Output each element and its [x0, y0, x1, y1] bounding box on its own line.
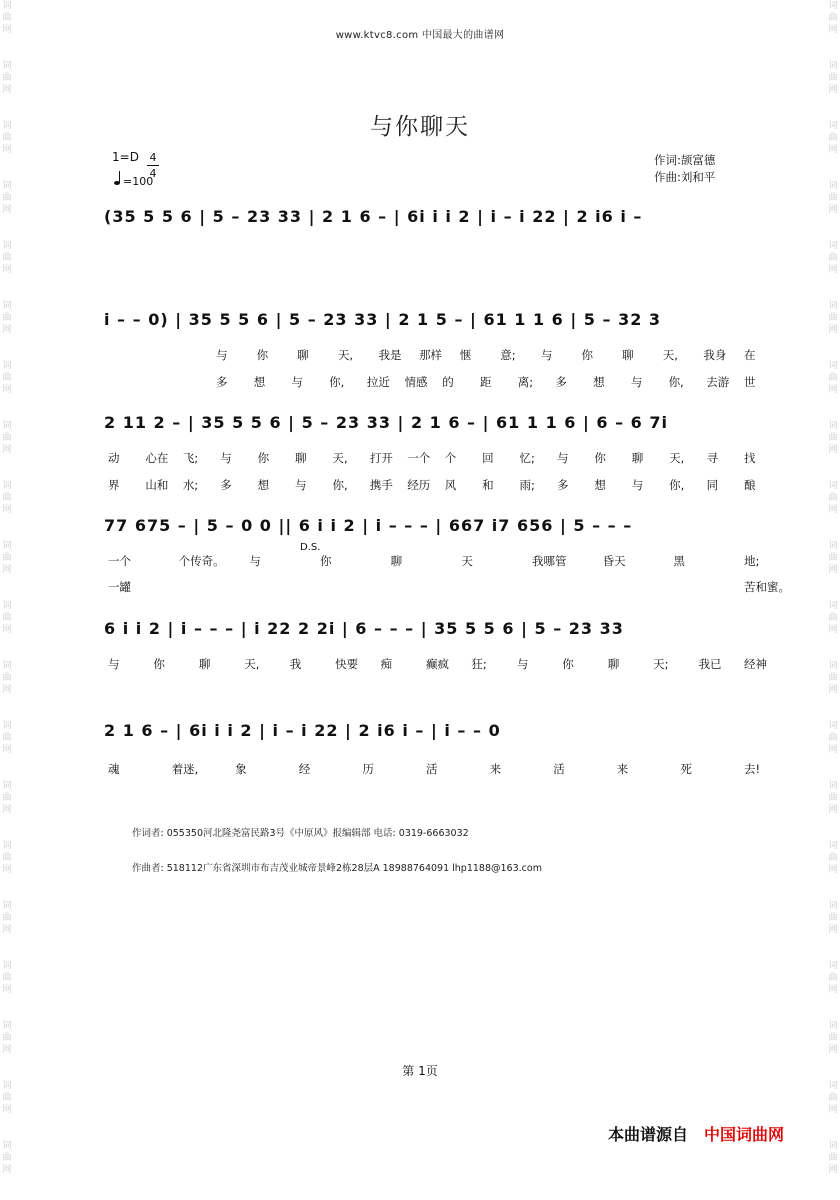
watermark-char: 网: [828, 805, 838, 815]
watermark-char: 网: [2, 865, 12, 875]
watermark-char: 网: [2, 385, 12, 395]
watermark-char: 网: [828, 145, 838, 155]
song-title: 与你聊天: [370, 114, 470, 140]
lyric-syllable: 你,: [669, 478, 685, 492]
lyric-syllable: 想: [253, 375, 266, 389]
lyric-syllable: 你: [256, 348, 269, 362]
watermark-char: 词: [828, 601, 838, 611]
watermark-char: 曲: [2, 313, 12, 323]
watermark-char: 网: [2, 805, 12, 815]
lyric-syllable: 活: [553, 762, 565, 776]
lyric-syllable: 与: [108, 657, 120, 671]
lyric-syllable: 经: [298, 762, 311, 776]
composer-contact: 作曲者: 518112广东省深圳市布吉茂业城帝景峰2栋28层A 18988764091 lhp1188@163.com: [132, 863, 542, 874]
lyric-syllable: 我是: [378, 348, 402, 362]
tempo-marking: [114, 175, 153, 188]
watermark-char: 词: [2, 661, 12, 671]
watermark-group: [0, 660, 14, 720]
lyric-syllable: 你: [562, 657, 574, 671]
lyric-syllable: 回: [482, 451, 494, 465]
lyric-syllable: 与: [295, 478, 307, 492]
watermark-group: [826, 480, 840, 540]
watermark-char: 词: [2, 961, 12, 971]
watermark-char: 曲: [828, 793, 838, 803]
watermark-char: 曲: [828, 193, 838, 203]
lyric-syllable: 与: [540, 348, 553, 362]
lyric-syllable: 象: [235, 762, 247, 776]
watermark-char: 词: [2, 301, 12, 311]
lyric-syllable: 你: [257, 451, 270, 465]
watermark-char: 曲: [2, 1153, 12, 1163]
watermark-char: 网: [2, 925, 12, 935]
watermark-char: 网: [828, 1105, 838, 1115]
watermark-group: [0, 420, 14, 480]
watermark-char: 网: [828, 925, 838, 935]
lyric-syllable: 经历: [407, 478, 431, 492]
watermark-char: 网: [828, 385, 838, 395]
lyric-syllable: 死: [680, 762, 692, 776]
watermark-group: [0, 900, 14, 960]
quarter-note-icon: [114, 181, 120, 185]
lyric-syllable: 与: [630, 375, 643, 389]
watermark-char: 网: [2, 505, 12, 515]
watermark-group: [826, 900, 840, 960]
watermark-group: [826, 840, 840, 900]
watermark-char: 曲: [828, 493, 838, 503]
watermark-group: [0, 360, 14, 420]
watermark-char: 曲: [828, 1033, 838, 1043]
watermark-char: 网: [828, 25, 838, 35]
watermark-char: 网: [2, 1045, 12, 1055]
lyric-syllable: 个传奇。: [178, 554, 225, 568]
watermark-char: 曲: [828, 973, 838, 983]
watermark-char: 曲: [828, 853, 838, 863]
watermark-char: 网: [828, 85, 838, 95]
lyric-syllable: 去游: [706, 375, 730, 389]
lyric-syllable: 历: [362, 762, 374, 776]
watermark-char: 词: [828, 661, 838, 671]
lyric-syllable: 多: [555, 375, 567, 389]
watermark-group: [826, 240, 840, 300]
lyric-syllable: 我已: [698, 657, 722, 671]
watermark-char: 网: [2, 445, 12, 455]
lyric-syllable: 同: [706, 478, 719, 492]
lyric-syllable: 心在: [145, 451, 169, 465]
watermark-char: 词: [2, 1081, 12, 1091]
left-watermark-strip: [0, 0, 14, 1175]
watermark-group: [0, 1080, 14, 1140]
lyric-syllable: 天;: [653, 657, 669, 671]
watermark-char: 词: [828, 1021, 838, 1031]
watermark-char: 网: [828, 265, 838, 275]
lyric-syllable: 飞;: [182, 451, 199, 465]
watermark-group: [0, 1140, 14, 1200]
score-line-1: [104, 207, 754, 247]
watermark-char: 网: [828, 625, 838, 635]
lyric-syllable: 聊: [198, 657, 211, 671]
watermark-char: 词: [828, 421, 838, 431]
watermark-char: 词: [828, 1, 838, 11]
time-bottom: 4: [147, 165, 159, 181]
watermark-char: 词: [828, 961, 838, 971]
lyric-syllable: 多: [216, 375, 228, 389]
watermark-char: 网: [828, 505, 838, 515]
lyric-syllable: 你: [153, 657, 165, 671]
lyric-syllable: 找: [744, 451, 756, 465]
lyric-syllable: 一个: [108, 554, 131, 568]
watermark-group: [0, 960, 14, 1020]
watermark-group: [0, 180, 14, 240]
watermark-group: [826, 300, 840, 360]
lyric-syllable: 多: [556, 478, 569, 492]
lyric-syllable: 打开: [369, 451, 393, 465]
watermark-group: [826, 420, 840, 480]
lyric-syllable: 一罐: [108, 580, 131, 594]
watermark-char: 网: [828, 1165, 838, 1175]
watermark-char: 词: [828, 301, 838, 311]
watermark-group: [826, 600, 840, 660]
watermark-char: 曲: [828, 553, 838, 563]
lyric-syllable: 我身: [703, 348, 727, 362]
watermark-group: [826, 540, 840, 600]
watermark-char: 网: [2, 685, 12, 695]
watermark-char: 曲: [828, 73, 838, 83]
watermark-char: 网: [828, 445, 838, 455]
lyric-syllable: 你,: [668, 375, 684, 389]
watermark-char: 词: [828, 361, 838, 371]
watermark-group: [826, 180, 840, 240]
watermark-group: [0, 720, 14, 780]
lyric-syllable: 来: [616, 762, 629, 776]
lyric-syllable: 与: [291, 375, 303, 389]
watermark-char: 词: [828, 901, 838, 911]
watermark-char: 曲: [828, 913, 838, 923]
watermark-char: 网: [828, 205, 838, 215]
lyric-syllable: 我哪管: [532, 554, 567, 568]
watermark-char: 词: [2, 421, 12, 431]
time-top: 4: [149, 151, 157, 164]
watermark-char: 词: [828, 481, 838, 491]
watermark-char: 词: [828, 121, 838, 131]
watermark-char: 曲: [828, 313, 838, 323]
lyric-syllable: 想: [257, 478, 270, 492]
watermark-char: 网: [828, 745, 838, 755]
watermark-group: [826, 660, 840, 720]
watermark-char: 网: [2, 25, 12, 35]
lyric-syllable: 忆;: [519, 451, 535, 465]
watermark-char: 词: [2, 721, 12, 731]
lyric-syllable: 地;: [744, 554, 760, 568]
watermark-char: 网: [828, 985, 838, 995]
lyric-syllable: 聊: [622, 348, 634, 362]
watermark-char: 曲: [2, 1033, 12, 1043]
watermark-char: 网: [828, 325, 838, 335]
watermark-group: [0, 840, 14, 900]
watermark-char: 词: [828, 541, 838, 551]
watermark-char: 词: [2, 361, 12, 371]
score-line-3: [104, 413, 754, 453]
lyric-syllable: 着迷,: [171, 762, 199, 776]
lyric-syllable: 天,: [669, 451, 685, 465]
lyric-syllable: 狂;: [471, 657, 487, 671]
watermark-char: 曲: [828, 613, 838, 623]
lyric-syllable: 界: [108, 478, 120, 492]
watermark-char: 曲: [828, 733, 838, 743]
watermark-group: [826, 960, 840, 1020]
lyric-syllable: 与: [556, 451, 569, 465]
watermark-char: 词: [828, 781, 838, 791]
right-watermark-strip: [826, 0, 840, 1175]
watermark-group: [826, 1080, 840, 1140]
lyric-syllable: 情感: [404, 375, 428, 389]
score-notes: 6 i i 2 | i – – – | i 22 2 2i | 6 – – – | 35 5 5 6 | 5 – 23 33: [104, 619, 624, 638]
watermark-char: 曲: [828, 373, 838, 383]
lyric-syllable: 天,: [332, 451, 348, 465]
watermark-char: 网: [2, 85, 12, 95]
lyric-syllable: 聊: [631, 451, 644, 465]
score-line-5: [104, 619, 754, 659]
lyric-syllable: 与: [249, 554, 261, 568]
watermark-char: 词: [2, 1021, 12, 1031]
watermark-char: 网: [828, 565, 838, 575]
watermark-char: 曲: [2, 613, 12, 623]
watermark-char: 曲: [828, 13, 838, 23]
lyric-syllable: 痴: [380, 657, 393, 671]
lyric-syllable: 苦和蜜。: [744, 580, 790, 594]
lyric-syllable: 的: [442, 375, 454, 389]
lyric-syllable: 山和: [145, 478, 169, 492]
watermark-char: 曲: [828, 253, 838, 263]
watermark-char: 曲: [828, 133, 838, 143]
score-notes: 2 1 6 – | 6i i i 2 | i – i 22 | 2 i6 i – | i – – 0: [104, 721, 501, 740]
watermark-group: [0, 780, 14, 840]
lyric-syllable: 你: [594, 451, 606, 465]
lyric-syllable: 风: [444, 478, 457, 492]
watermark-group: [826, 360, 840, 420]
watermark-char: 曲: [2, 13, 12, 23]
lyric-syllable: 个: [444, 451, 457, 465]
key-label: 1=D: [112, 150, 139, 164]
watermark-char: 曲: [2, 1093, 12, 1103]
watermark-char: 网: [2, 565, 12, 575]
watermark-char: 网: [2, 1165, 12, 1175]
lyric-syllable: 拉近: [366, 375, 390, 389]
source-site[interactable]: 中国词曲网: [704, 1125, 785, 1144]
watermark-char: 网: [2, 625, 12, 635]
watermark-char: 词: [2, 1141, 12, 1151]
watermark-group: [0, 240, 14, 300]
watermark-group: [826, 780, 840, 840]
lyric-syllable: 癫疯: [426, 657, 449, 671]
lyric-syllable: 与: [516, 657, 529, 671]
lyric-syllable: 经神: [744, 657, 767, 671]
lyric-syllable: 天,: [337, 348, 353, 362]
lyric-syllable: 你: [320, 554, 332, 568]
watermark-group: [0, 540, 14, 600]
watermark-char: 词: [828, 841, 838, 851]
lyric-syllable: 世: [744, 375, 756, 389]
watermark-char: 曲: [2, 913, 12, 923]
score-line-4: [104, 516, 754, 556]
lyric-syllable: 意;: [500, 348, 516, 362]
lyric-syllable: 和: [482, 478, 494, 492]
watermark-char: 曲: [2, 73, 12, 83]
lyricist: 作词:颉富德: [654, 153, 716, 167]
lyric-syllable: 雨;: [519, 478, 535, 492]
score-line-2: [104, 310, 754, 350]
page-number: 第 1页: [402, 1064, 438, 1078]
lyric-syllable: 活: [426, 762, 438, 776]
lyric-syllable: 你: [581, 348, 594, 362]
watermark-char: 曲: [2, 193, 12, 203]
watermark-char: 词: [2, 181, 12, 191]
lyric-syllable: 在: [744, 348, 756, 362]
lyric-syllable: 离;: [517, 375, 534, 389]
lyric-syllable: 想: [594, 478, 606, 492]
watermark-char: 曲: [2, 433, 12, 443]
watermark-group: [826, 1140, 840, 1200]
watermark-char: 曲: [2, 133, 12, 143]
watermark-char: 曲: [828, 673, 838, 683]
lyric-syllable: 水;: [182, 478, 199, 492]
lyric-syllable: 寻: [706, 451, 719, 465]
watermark-char: 曲: [2, 733, 12, 743]
lyricist-contact: 作词者: 055350河北隆尧富民路3号《中原风》报编辑部 电话: 0319-6663032: [132, 828, 469, 839]
lyric-syllable: 来: [489, 762, 502, 776]
watermark-group: [0, 300, 14, 360]
composer: 作曲:刘和平: [654, 170, 716, 184]
lyric-syllable: 天: [461, 554, 473, 568]
watermark-char: 曲: [2, 253, 12, 263]
watermark-char: 网: [2, 325, 12, 335]
watermark-char: 曲: [2, 673, 12, 683]
watermark-char: 曲: [2, 373, 12, 383]
score-notes: i – – 0) | 35 5 5 6 | 5 – 23 33 | 2 1 5 – | 61 1 1 6 | 5 – 32 3: [104, 310, 662, 329]
watermark-char: 词: [2, 481, 12, 491]
watermark-char: 网: [2, 145, 12, 155]
score-notes: (35 5 5 6 | 5 – 23 33 | 2 1 6 – | 6i i i 2 | i – i 22 | 2 i6 i –: [104, 207, 643, 226]
watermark-char: 词: [2, 841, 12, 851]
watermark-char: 词: [828, 181, 838, 191]
watermark-char: 曲: [2, 493, 12, 503]
watermark-char: 词: [2, 901, 12, 911]
lyric-syllable: 天,: [244, 657, 260, 671]
watermark-group: [0, 480, 14, 540]
lyric-syllable: 聊: [607, 657, 620, 671]
watermark-char: 词: [2, 1, 12, 11]
watermark-char: 网: [828, 685, 838, 695]
lyric-syllable: 天,: [662, 348, 678, 362]
key-signature: [112, 150, 157, 180]
lyric-syllable: 魂: [108, 762, 120, 776]
score-notes: 77 675 – | 5 – 0 0 || 6 i i 2 | i – – – | 667 i7 656 | 5 – – –: [104, 516, 633, 535]
watermark-char: 词: [2, 541, 12, 551]
watermark-char: 网: [2, 205, 12, 215]
lyric-syllable: 你,: [332, 478, 348, 492]
tempo-value: =100: [123, 175, 154, 188]
watermark-char: 曲: [2, 853, 12, 863]
score-notes: 2 11 2 – | 35 5 5 6 | 5 – 23 33 | 2 1 6 – | 61 1 1 6 | 6 – 6 7i: [104, 413, 668, 432]
watermark-char: 词: [828, 241, 838, 251]
watermark-char: 词: [2, 781, 12, 791]
site-header: www.ktvc8.com 中国最大的曲谱网: [335, 30, 505, 41]
lyric-syllable: 与: [220, 451, 232, 465]
lyric-syllable: 与: [216, 348, 228, 362]
lyric-syllable: 快要: [335, 657, 359, 671]
lyric-syllable: 携手: [369, 478, 393, 492]
lyric-syllable: 距: [480, 375, 492, 389]
lyric-syllable: 黑: [673, 554, 685, 568]
watermark-char: 词: [828, 1081, 838, 1091]
watermark-char: 网: [828, 1045, 838, 1055]
lyric-syllable: 聊: [390, 554, 403, 568]
watermark-group: [0, 600, 14, 660]
watermark-char: 词: [2, 121, 12, 131]
source-brand: [608, 1122, 784, 1145]
watermark-group: [826, 720, 840, 780]
watermark-char: 词: [2, 61, 12, 71]
ds-mark: D.S.: [300, 542, 321, 553]
lyric-syllable: 与: [631, 478, 644, 492]
lyric-syllable: 你,: [329, 375, 345, 389]
lyric-syllable: 去!: [744, 762, 761, 776]
watermark-char: 网: [2, 1105, 12, 1115]
lyric-syllable: 聊: [297, 348, 309, 362]
lyric-syllable: 想: [593, 375, 605, 389]
source-label: 本曲谱源自: [608, 1125, 689, 1144]
watermark-char: 网: [2, 745, 12, 755]
watermark-char: 词: [828, 1141, 838, 1151]
watermark-char: 曲: [2, 553, 12, 563]
credits: [654, 152, 715, 186]
lyric-syllable: 一个: [407, 451, 431, 465]
watermark-char: 曲: [2, 973, 12, 983]
watermark-char: 词: [2, 601, 12, 611]
watermark-char: 曲: [828, 1153, 838, 1163]
score-line-6: [104, 721, 754, 761]
watermark-char: 曲: [2, 793, 12, 803]
lyric-syllable: 昏天: [602, 554, 626, 568]
watermark-char: 曲: [828, 433, 838, 443]
watermark-char: 网: [2, 265, 12, 275]
watermark-char: 网: [2, 985, 12, 995]
lyric-syllable: 我: [289, 657, 302, 671]
lyric-syllable: 聊: [295, 451, 307, 465]
watermark-char: 词: [828, 721, 838, 731]
watermark-char: 词: [828, 61, 838, 71]
lyric-syllable: 酿: [744, 478, 756, 492]
lyric-syllable: 惬: [459, 348, 472, 362]
watermark-char: 词: [2, 241, 12, 251]
watermark-char: 网: [828, 865, 838, 875]
lyric-syllable: 那样: [419, 348, 443, 362]
lyric-syllable: 动: [108, 451, 120, 465]
watermark-char: 曲: [828, 1093, 838, 1103]
lyric-syllable: 多: [220, 478, 232, 492]
